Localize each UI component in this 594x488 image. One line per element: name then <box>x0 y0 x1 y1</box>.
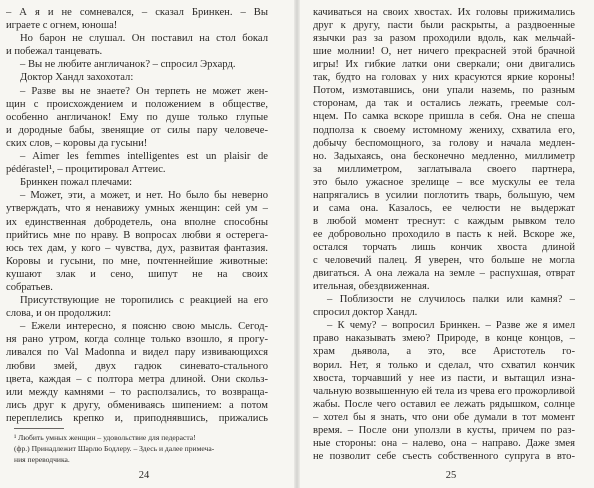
text-line: кушают злак и сено, шипут не на своих <box>6 268 268 280</box>
text-line: прийтись мне по нраву. В вопросах любви я остерега- <box>6 229 268 241</box>
footnote-line: ¹ Любить умных женщин – удовольствие для педераста! <box>14 433 196 442</box>
right-page <box>297 0 594 488</box>
text-line: играете с огнем, юноша! <box>6 20 118 32</box>
text-line: ительная, обездвиженная. <box>313 281 430 293</box>
text-line: и побежал танцевать. <box>6 46 103 58</box>
text-line: жабы. После чего оставил ее лежать рядышком, солнце <box>313 398 575 410</box>
text-line: ня рано утром, когда солнце только взошло, я прогу- <box>6 334 268 346</box>
text-line: это было ужасное зрелище – все мускулы ее тела <box>313 176 575 188</box>
text-line: ные стороны: она – налево, она – направо. Даже змея <box>313 437 575 449</box>
text-line: игры! Их гибкие латки они сверкали; они двигались <box>313 59 575 71</box>
text-line: спросил доктор Хандл. <box>313 307 418 319</box>
text-line: – Разве вы не знаете? Он терпеть не может жен- <box>20 85 268 97</box>
text-line: любви змей, двух гадюк синевато-стального <box>6 360 268 372</box>
text-line: – Может, эти, а может, и нет. Но было бы неверно <box>20 190 268 202</box>
text-line: ливался по Val Madonna и видел пару извивающихся <box>6 347 268 359</box>
text-line: – Ежели интересно, я поясню свою мысль. Сегод- <box>20 321 268 333</box>
text-line: ее добровольно проходило в пасть к ней. Вскоре же, <box>313 228 575 240</box>
text-line: pédérastel¹, – процитировал Аттеис. <box>6 164 166 176</box>
text-line: остался торчать лишь кончик хвоста длиной <box>313 242 575 254</box>
text-line: переплелись крепко и, приподнявшись, прижались <box>6 412 268 424</box>
text-line: нцем. По самка вскоре пришла в себя. Она не спеша <box>313 111 575 123</box>
text-line: Доктор Хандл захохотал: <box>20 72 134 84</box>
text-line: с человечий палец. Я уверен, что больше не могла <box>313 255 575 267</box>
footnote-line: (фр.) Принадлежит Шарлю Бодлеру. – Здесь и далее примеча- <box>14 444 215 453</box>
text-line: сторонам, да так и остались лежать, греемые сол- <box>313 98 575 110</box>
text-line: щин с происхождением и положением в обществе, <box>6 98 268 110</box>
text-line: Потом, измотавшись, они упали наземь, по разным <box>313 85 575 97</box>
text-line: но. Задыхаясь, она бесконечно медленно, миллиметр <box>313 150 575 162</box>
text-line: время. – После они уползли в кусты, причем по раз- <box>313 424 575 436</box>
text-line: цвета, каждая – с полтора метра длиной. Они скольз- <box>6 373 268 385</box>
text-line: друг к другу, пасти были раскрыты, а раздвоенные <box>313 20 575 32</box>
text-line: напрягались в усилии поглотить тварь, большую, чем <box>313 189 575 201</box>
text-line: подполза к своему истомному жениху, схватила его, <box>313 124 575 136</box>
text-line: – К чему? – вопросил Бринкен. – Разве же я имел <box>327 320 575 332</box>
text-line: и сама она. Казалось, ее челюсти не выдержат <box>313 202 575 214</box>
text-line: – Aimer les femmes intelligentes est un plaisir de <box>20 151 268 163</box>
text-line: Присутствующие не торопились с реакцией на его <box>20 295 268 307</box>
text-line: так, будто на головах у них красуются яркие короны! <box>313 72 575 84</box>
text-line: – Поблизости не случилось палки или камня? – <box>327 294 575 306</box>
footnote-line: ния переводчика. <box>14 455 70 464</box>
text-line: храм дьявола, а это, все Аристотель го- <box>313 346 575 358</box>
text-line: особенно англичанок! Ему по душе только глупые <box>6 111 268 123</box>
text-line: Но барон не слушал. Он поставил на стол бокал <box>20 33 268 45</box>
text-line: ворил. Нет, я только и сделал, что схватил кончик <box>313 359 575 371</box>
footnote-divider <box>14 428 64 429</box>
text-line: утверждать, что я ненавижу умных женщин: сей ум – <box>6 203 268 215</box>
text-line: или между камнями – то расползались, то возвраща- <box>6 386 268 398</box>
text-line: слова, и он продолжил: <box>6 308 112 320</box>
text-line: Бринкен пожал плечами: <box>20 177 133 189</box>
text-line: юсь тех дам, у кого – чувства, дух, развитая фантазия. <box>6 242 268 254</box>
text-line: двигаться. А она лежала на земле – распухшая, отврат <box>313 268 575 280</box>
text-line: собратьев. <box>6 281 53 293</box>
text-line: хвоста, торчавший у нее из пасти, и вытащил изна- <box>313 372 575 384</box>
text-line: ских слов, – коровы да гусыни! <box>6 137 148 149</box>
text-line: их единственная добродетель, она вполне способны <box>6 216 268 228</box>
text-line: Коровы и гусыни, по мне, почтеннейшие животные: <box>6 255 268 267</box>
right-page-number: 25 <box>445 470 457 481</box>
text-line: и дородные бабы, звенящие от силы пару человече- <box>6 124 268 136</box>
text-line: – Вы не любите англичанок? – спросил Эрхард. <box>20 59 236 71</box>
text-line: – хотел бы я знать, что они обе думали в тот момент <box>313 411 575 423</box>
text-line: за миллиметром, заглатывала своего партнера, <box>313 163 575 175</box>
text-line: добычу беспомощного, за голову и начала медлен- <box>313 137 575 149</box>
text-line: чальную возвышенную ей тела из чрева его прожорливой <box>313 385 575 397</box>
text-line: лись друг к другу, обмениваясь шипением: а потом <box>6 399 268 411</box>
text-line: язычки раз за разом проходили вдоль, как мельчай- <box>313 33 575 45</box>
text-line: право наказывать змею? Природе, в конце концов, – <box>313 333 575 345</box>
text-line: не позволит себе съесть собственного супруга в вто- <box>313 450 575 462</box>
text-line: качиваться на своих хвостах. Их головы прижимались <box>313 7 575 18</box>
text-line: – А я и не сомневался, – сказал Бринкен. – Вы <box>6 7 268 18</box>
text-line: шие молнии! О, нет ничего прекрасней этой брачной <box>313 46 575 58</box>
text-line: в любой момент треснут: с каждым рывком тело <box>313 215 575 227</box>
left-page-number: 24 <box>138 470 150 481</box>
